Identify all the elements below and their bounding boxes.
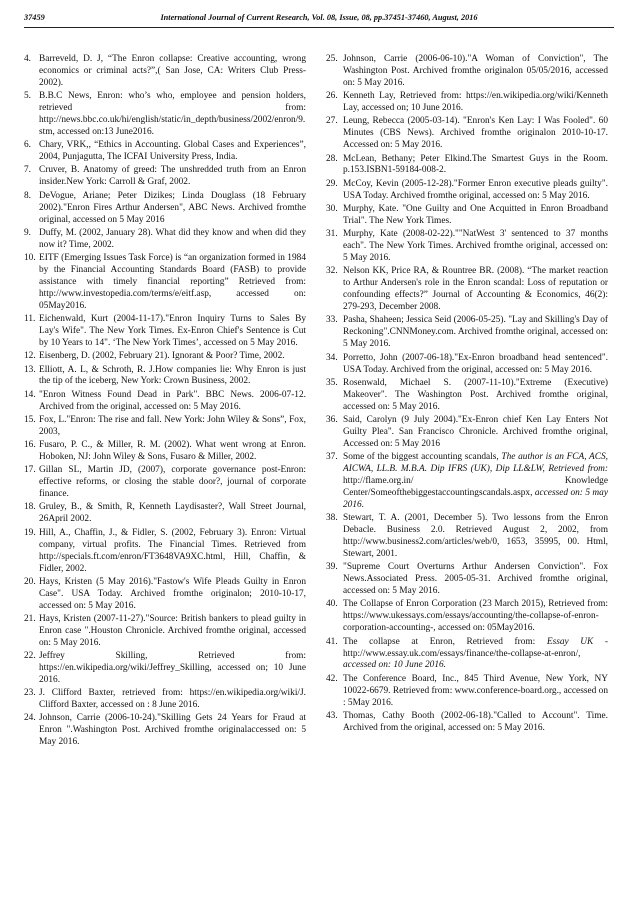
header-rule <box>24 27 614 28</box>
reference-item <box>24 614 306 650</box>
reference-item <box>326 116 608 152</box>
reference-text: http://flame.org.in/ Knowledge Center/Someofthebiggestaccountingscandals.aspx, <box>343 475 608 498</box>
reference-item <box>24 228 306 252</box>
reference-item <box>24 688 306 712</box>
reference-text: Johnson, Carrie (2006-06-10)."A Woman of Conviction", The Washington Post. Archived fromthe originalon 05/05/2016, accessed on: 5 May 2016. <box>343 54 608 88</box>
reference-text: Gillan SL, Martin JD, (2007), corporate governance post-Enron: effective reforms, or closing the stable door?, journal of corporate finance. <box>39 465 306 500</box>
reference-number: 21. <box>24 613 36 624</box>
reference-text: Fusaro, P. C., & Miller, R. M. (2002). What went wrong at Enron. Hoboken, NJ: John Wiley & Sons, Fusaro & Miller, 2002. <box>39 440 306 463</box>
reference-item <box>24 651 306 687</box>
reference-number: 5. <box>24 91 32 102</box>
reference-number: 10. <box>24 253 36 264</box>
reference-item <box>326 637 608 673</box>
reference-text: The collapse at Enron, Retrieved from: <box>343 636 547 647</box>
reference-item <box>24 365 306 389</box>
reference-text: Rosenwald, Michael S. (2007-11-10)."Extreme (Executive) Makeover". The Washington Post. Archived fromthe original, accessed on: 5 May 2016. <box>343 377 608 412</box>
reference-text: Barreveld, D. J, “The Enron collapse: Creative accounting, wrong economics or criminal acts?”,( San Jose, CA: Writers Club Press- 2002). <box>39 54 306 88</box>
reference-text: McCoy, Kevin (2005-12-28)."Former Enron executive pleads guilty". USA Today. Archived fromthe original, accessed on: 5 May 2016. <box>343 178 608 201</box>
reference-item <box>24 253 306 313</box>
reference-text: B.B.C News, Enron: who’s who, employee and pension holders, retrieved from: http://news.bbc.co.uk/hi/english/static/in_depth/business/2002/enron/9.stm, accessed on:13 June2016. <box>39 91 306 138</box>
reference-number: 12. <box>24 351 36 362</box>
reference-number: 7. <box>24 165 32 176</box>
reference-item <box>24 415 306 439</box>
reference-number: 41. <box>326 636 338 647</box>
reference-item <box>24 502 306 526</box>
reference-item <box>24 713 306 749</box>
reference-list-left <box>24 54 306 749</box>
reference-text: Eichenwald, Kurt (2004-11-17)."Enron Inquiry Turns to Sales By Lay's Wife". The New York Times. Ex-Enron Chief's Sentence is Cut by 10 Years to 14". ‘The New York Times’, accessed on 5 May 2016. <box>39 314 306 348</box>
reference-item <box>24 165 306 189</box>
reference-text: Pasha, Shaheen; Jessica Seid (2006-05-25). "Lay and Skilling's Day of Reckoning".CNNMoney.com. Archived fromthe original, accessed on: 5 May 2016. <box>343 315 608 350</box>
reference-number: 28. <box>326 153 338 164</box>
reference-number: 39. <box>326 562 338 573</box>
reference-number: 16. <box>24 440 36 451</box>
reference-list-right <box>326 54 608 735</box>
reference-item <box>326 452 608 512</box>
reference-text: Said, Carolyn (9 July 2004)."Ex-Enron chief Ken Lay Enters Not Guilty Plea". San Francisco Chronicle. Archived fromthe original, Accessed on: 5 May 2016 <box>343 414 608 449</box>
reference-text: Hays, Kristen (2007-11-27)."Source: British bankers to plead guilty in Enron case ".Houston Chronicle. Archived fromthe original, accessed on: 5 May 2016. <box>39 613 306 648</box>
references-left-column <box>24 54 306 751</box>
reference-item <box>326 562 608 598</box>
reference-number: 11. <box>24 314 36 325</box>
reference-item <box>326 179 608 203</box>
reference-number: 37. <box>326 452 338 463</box>
reference-number: 13. <box>24 364 36 375</box>
reference-text: The Conference Board, Inc., 845 Third Avenue, New York, NY 10022-6679. Retrieved from: www.conference-board.org., accessed on : 5May 2016. <box>343 673 608 708</box>
reference-number: 22. <box>24 651 36 662</box>
reference-text: Some of the biggest accounting scandals, <box>343 452 502 463</box>
reference-text: Chary, VRK,, “Ethics in Accounting. Global Cases and Experiences”, 2004, Punjagutta, The ICFAI University Press, India. <box>39 140 306 163</box>
reference-number: 36. <box>326 414 338 425</box>
reference-item <box>24 528 306 576</box>
reference-item <box>24 54 306 90</box>
reference-item <box>24 577 306 613</box>
reference-text: Elliott, A. L, & Schroth, R. J.How companies lie: Why Enron is just the tip of the iceberg, New York: Crown Business, 2002. <box>39 364 306 387</box>
references-right-column <box>326 54 608 736</box>
reference-number: 29. <box>326 178 338 189</box>
reference-item <box>24 191 306 227</box>
reference-number: 38. <box>326 513 338 524</box>
reference-item <box>326 599 608 635</box>
reference-text: Porretto, John (2007-06-18)."Ex-Enron broadband head sentenced". USA Today. Archived from the original, accessed on: 5 May 2016. <box>343 352 608 375</box>
reference-item <box>326 513 608 561</box>
reference-item <box>326 711 608 735</box>
reference-number: 33. <box>326 315 338 326</box>
reference-item <box>24 465 306 501</box>
reference-text: Murphy, Kate (2008-02-22).""NatWest 3' sentenced to 37 months each". The New York Times. Archived fromthe original, accessed on: 5 May 2016. <box>343 229 608 264</box>
reference-text: "Supreme Court Overturns Arthur Andersen Conviction". Fox News.Associated Press. 2005-05-31. Archived fromthe original, accessed on: 5 May 2016. <box>343 562 608 597</box>
reference-text: Cruver, B. Anatomy of greed: The unshredded truth from an Enron insider.New York: Carroll & Graf, 2002. <box>39 165 306 188</box>
reference-text: Essay UK - <box>546 636 609 647</box>
reference-text: http://www.essay.uk.com/essays/finance/the-collapse-at-enron/, <box>343 648 581 659</box>
reference-text: Hill, A., Chaffin, J., & Fidler, S. (2002, February 3). Enron: Virtual company, virtual profits. The Financial Times. Retrieved from http://specials.ft.com/enron/FT3648VA9XC.html, Hill, Chaffin, & Fidler, 2002. <box>39 527 306 574</box>
reference-item <box>326 378 608 414</box>
reference-text: EITF (Emerging Issues Task Force) is “an organization formed in 1984 by the Financial Accounting Standards Board (FASB) to provide assistance with timely financial reporting” Retrieved from: http://www.investopedia.com/terms/e/eitf.asp, accessed on: 05May2016. <box>39 253 306 311</box>
reference-number: 32. <box>326 266 338 277</box>
reference-item <box>326 315 608 351</box>
reference-text: Duffy, M. (2002, January 28). What did they know and when did they now it? Time, 2002. <box>39 227 306 250</box>
reference-text: Nelson KK, Price RA, & Rountree BR. (2008). “The market reaction to Arthur Andersen's role in the Enron scandal: Loss of reputation or confounding effects?” Journal of Accounting & Economics, 46(2): 279-293, December 2008. <box>343 266 608 313</box>
reference-item <box>24 140 306 164</box>
reference-item <box>326 353 608 377</box>
reference-number: 35. <box>326 377 338 388</box>
reference-number: 26. <box>326 91 338 102</box>
reference-text: DeVogue, Ariane; Peter Dizikes; Linda Douglass (18 February 2002)."Enron Fires Arthur Andersen", ABC News. Archived fromthe original, accessed on 5 May 2016 <box>39 190 306 225</box>
reference-text: accessed on: 10 June 2016. <box>343 660 447 671</box>
reference-text: J. Clifford Baxter, retrieved from: https://en.wikipedia.org/wiki/J. Clifford Baxter, accessed on : 8 June 2016. <box>39 688 306 711</box>
reference-item <box>326 54 608 90</box>
reference-item <box>326 229 608 265</box>
reference-item <box>326 415 608 451</box>
reference-number: 34. <box>326 352 338 363</box>
reference-text: The Collapse of Enron Corporation (23 March 2015), Retrieved from: https://www.ukessays.com/essays/accounting/the-collapse-of-enron-corporation-accounting-, accessed on: 05May2016. <box>343 599 608 634</box>
page-number: 37459 <box>24 13 45 22</box>
reference-number: 15. <box>24 414 36 425</box>
journal-citation: International Journal of Current Research, Vol. 08, Issue, 08, pp.37451-37460, August, 2016 <box>160 13 478 22</box>
reference-text: Gruley, B., & Smith, R, Kenneth Laydisaster?, Wall Street Journal, 26April 2002. <box>39 502 306 525</box>
reference-text: McLean, Bethany; Peter Elkind.The Smartest Guys in the Room. p.153.ISBN1-59184-008-2. <box>343 153 608 176</box>
reference-number: 17. <box>24 465 36 476</box>
reference-item <box>326 204 608 228</box>
reference-text: Thomas, Cathy Booth (2002-06-18)."Called to Account". Time. Archived from the original, accessed on: 5 May 2016. <box>343 710 608 733</box>
reference-text: Fox, L."Enron: The rise and fall. New York: John Wiley & Sons”, Fox, 2003, <box>39 414 306 437</box>
reference-number: 42. <box>326 673 338 684</box>
reference-number: 27. <box>326 116 338 127</box>
reference-number: 14. <box>24 389 36 400</box>
reference-item <box>326 91 608 115</box>
reference-text: Murphy, Kate. "One Guilty and One Acquitted in Enron Broadband Trial". The New York Times. <box>343 203 608 226</box>
reference-number: 23. <box>24 688 36 699</box>
reference-number: 43. <box>326 710 338 721</box>
reference-item <box>326 266 608 314</box>
reference-item <box>326 154 608 178</box>
running-header <box>24 9 614 25</box>
reference-text: accessed on: 5 may 2016. <box>343 487 608 510</box>
reference-text: Jeffrey Skilling, Retrieved from: https://en.wikipedia.org/wiki/Jeffrey_Skilling, accessed on; 10 June 2016. <box>39 651 306 685</box>
reference-number: 19. <box>24 527 36 538</box>
reference-item <box>24 390 306 414</box>
reference-item <box>24 314 306 350</box>
reference-text: Johnson, Carrie (2006-10-24)."Skilling Gets 24 Years for Fraud at Enron ".Washington Post. Archived fromthe originalaccessed on: 5 May 2016. <box>39 713 306 748</box>
reference-text: The author is an FCA, ACS, AICWA, LL.B. M.B.A. Dip IFRS (UK), Dip LL&LW, Retrieved from: <box>343 452 608 475</box>
reference-item <box>24 91 306 139</box>
reference-number: 6. <box>24 140 32 151</box>
reference-item <box>326 674 608 710</box>
reference-number: 4. <box>24 54 32 64</box>
reference-text: Stewart, T. A. (2001, December 5). Two lessons from the Enron Debacle. Business 2.0. Retrieved August 2, 2002, from http://www.business2.com/articles/web/0, 1653, 35995, 00. Html, Stewart, 2001. <box>343 513 608 559</box>
reference-number: 31. <box>326 229 338 240</box>
reference-number: 8. <box>24 190 32 201</box>
reference-number: 24. <box>24 713 36 724</box>
reference-number: 30. <box>326 203 338 214</box>
reference-number: 40. <box>326 599 338 610</box>
reference-item <box>24 351 306 363</box>
reference-text: Leung, Rebecca (2005-03-14). "Enron's Ken Lay: I Was Fooled". 60 Minutes (CBS News). Archived fromthe originalon 2010-10-17. Accessed on: 5 May 2016. <box>343 116 608 151</box>
reference-number: 25. <box>326 54 338 64</box>
reference-text: Eisenberg, D. (2002, February 21). Ignorant & Poor? Time, 2002. <box>39 351 285 362</box>
reference-number: 18. <box>24 502 36 513</box>
reference-text: Kenneth Lay, Retrieved from: https://en.wikipedia.org/wiki/Kenneth Lay, accessed on; 10 June 2016. <box>343 91 608 114</box>
reference-text: Hays, Kristen (5 May 2016)."Fastow's Wife Pleads Guilty in Enron Case". USA Today. Archived fromthe originalon; 2010-10-17, accessed on: 5 May 2016. <box>39 576 306 611</box>
reference-number: 9. <box>24 227 32 238</box>
reference-item <box>24 440 306 464</box>
reference-text: "Enron Witness Found Dead in Park". BBC News. 2006-07-12. Archived from the original, accessed on: 5 May 2016. <box>39 389 306 412</box>
reference-number: 20. <box>24 576 36 587</box>
